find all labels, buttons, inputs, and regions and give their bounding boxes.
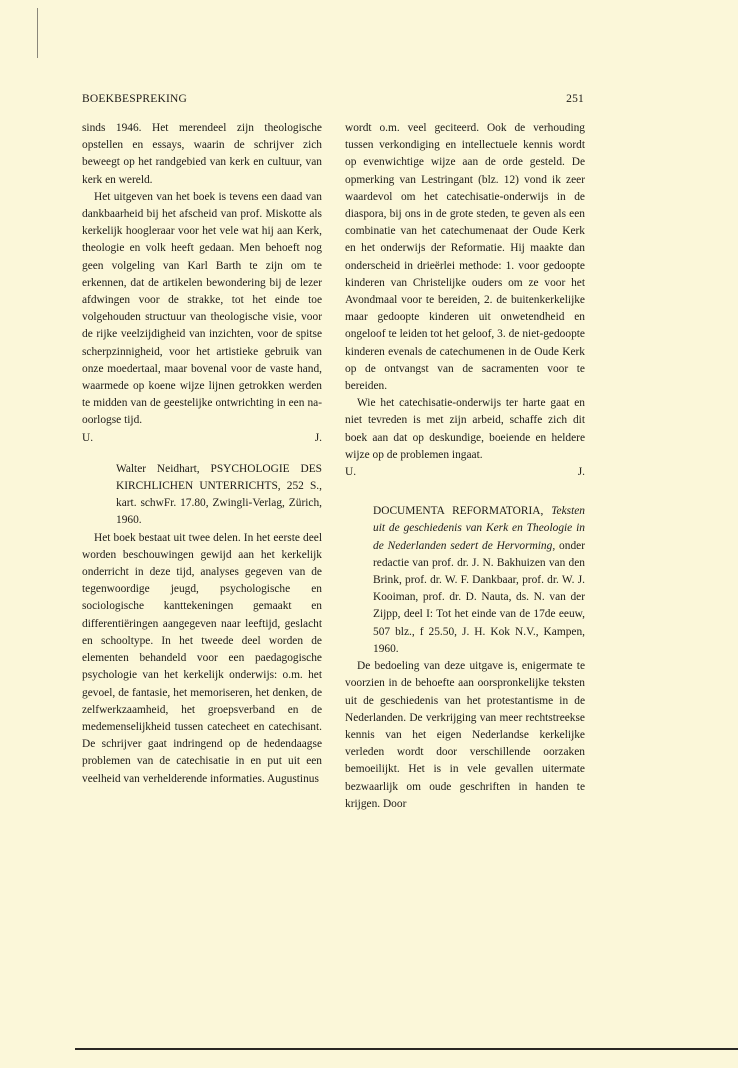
review-signature xyxy=(345,464,585,481)
paragraph: De bedoeling van deze uitgave is, enigermate te voorzien in de behoefte aan oorspronkelijke teksten uit de geschiedenis van het protestantisme in de Nederlanden. De verkrijging van meer rechtstreekse kennis van het eigen Nederlandse kerkelijke verleden wordt door verschillende oorzaken bemoeilijkt. Het is in vele gevallen uitermate bezwaarlijk om oude geschriften in handen te krijgen. Door xyxy=(345,660,585,810)
signature-initial: U. xyxy=(82,431,94,444)
signature-initial: J. xyxy=(577,466,585,479)
paragraph: Het boek bestaat uit twee delen. In het eerste deel worden beschouwingen gewijd aan het kerkelijk onderricht in deze tijd, analyses gegeven van de tegenwoordige jeugd, psychologische en sociologische kanttekeningen gemaakt en differentiëringen aangegeven naar leeftijd, geslacht en schooltype. In het tweede deel worden de elementen behandeld voor een paedagogische psychologie van het kerkelijk onderwijs: o.m. het gevoel, de fantasie, het memoriseren, het denken, de zelfwerkzaamheid, het groepsverband en de medemenselijkheid tussen catecheet en catechisant. De schrijver gaat indringend op de hedendaagse problemen van de catechisatie in en put uit een veelheid van verhelderende informaties. Augustinus xyxy=(82,531,322,785)
review-signature xyxy=(82,430,322,447)
left-column xyxy=(82,120,322,788)
book-citation: Walter Neidhart, PSYCHOLOGIE DES KIRCHLICHEN UNTERRICHTS, 252 S., kart. schwFr. 17.80, Zwingli-Verlag, Zürich, 1960. xyxy=(116,462,322,527)
paragraph: wordt o.m. veel geciteerd. Ook de verhouding tussen verkondiging en intellectuele kennis wordt op evenwichtige wijze aan de orde gesteld. De opmerking van Lestringant (blz. 12) vond ik zeer waardevol om het catechisatie-onderwijs in de diaspora, bij ons in de grote steden, te geven als een combinatie van het catechumenaat der Oude Kerk en het onderwijs der Reformatie. Hij maakte dan onderscheid in drieërlei methode: 1. voor gedoopte kinderen van Christelijke ouders om ze voor het Avondmaal voor te bereiden, 2. de buitenkerkelijke maar gedoopte kinderen uit onwetendheid en ongeloof te leiden tot het geloof, 3. de niet-gedoopte kinderen evenals de catechumenen in de Oude Kerk op de ontvangst van de sacramenten voor te bereiden. xyxy=(345,122,585,393)
paragraph: sinds 1946. Het merendeel zijn theologische opstellen en essays, waarin de schrijver zich beweegt op het randgebied van kerk en cultuur, van kerk en wereld. xyxy=(82,122,322,186)
signature-initial: J. xyxy=(314,431,322,444)
signature-initial: U. xyxy=(345,466,357,479)
citation-title: DOCUMENTA REFORMATORIA, xyxy=(373,505,544,518)
citation-subtitle: Teksten uit de geschiedenis van Kerk en Theologie in de Nederlanden sedert de Hervorming, xyxy=(373,505,585,552)
section-title: BOEKBESPREKING xyxy=(82,93,188,105)
book-citation xyxy=(373,503,585,658)
citation-details: onder redactie van prof. dr. J. N. Bakhuizen van den Brink, prof. dr. W. F. Dankbaar, prof. dr. W. J. Kooiman, prof. dr. D. Nauta, ds. N. van der Zijpp, deel I: Tot het einde van de 17de eeuw, 507 blz., f 25.50, J. H. Kok N.V., Kampen, 1960. xyxy=(373,539,585,655)
right-column xyxy=(345,120,585,813)
page-number: 251 xyxy=(566,93,584,105)
paragraph: Het uitgeven van het boek is tevens een daad van dankbaarheid bij het afscheid van prof. Miskotte als kerkelijk hoogleraar voor het vele wat hij aan Kerk, theologie en volk heeft gedaan. Men behoeft nog geen volgeling van Karl Barth te zijn om te erkennen, dat de artikelen bewondering bij de lezer afdwingen voor de strakke, tot het einde toe volgehouden structuur van theologische visie, voor de rijke veelzijdigheid van inzichten, voor de spitse scherpzinnigheid, voor het artistieke gebruik van onze moedertaal, maar bovenal voor de vaste hand, waarmede op koene wijze lijnen getrokken werden te midden van de geestelijke ontwrichting in een na-oorlogse tijd. xyxy=(82,190,322,427)
scan-edge-mark xyxy=(37,8,38,58)
scan-bottom-line xyxy=(75,1048,738,1050)
paragraph: Wie het catechisatie-onderwijs ter harte gaat en niet tevreden is met zijn arbeid, schaffe zich dit boek aan dat op deskundige, boeiende en heldere wijze op de problemen ingaat. xyxy=(345,397,585,461)
